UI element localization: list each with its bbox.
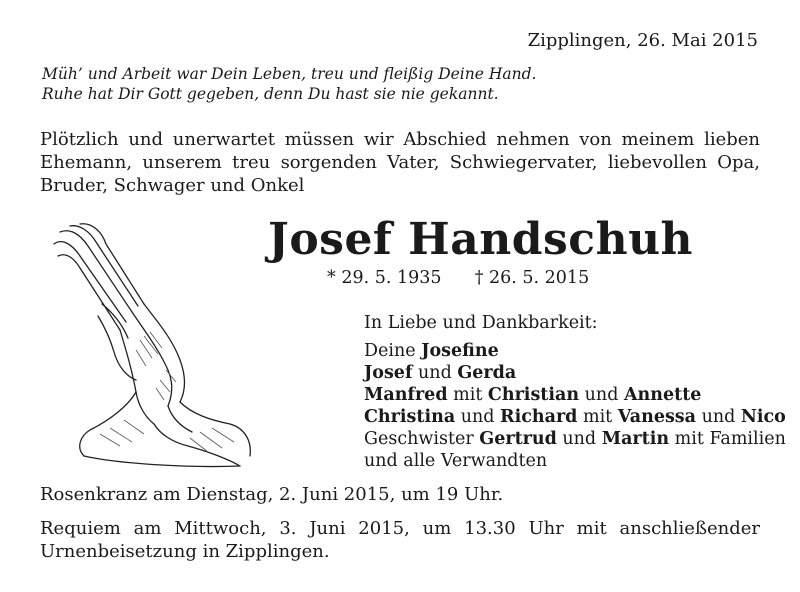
rosary-info: Rosenkranz am Dienstag, 2. Juni 2015, um 19 Uhr. [40, 484, 504, 505]
motto-line: Müh’ und Arbeit war Dein Leben, treu und fleißig Deine Hand. [42, 65, 537, 83]
mourner-line: Geschwister Gertrud und Martin mit Familien [364, 429, 786, 449]
born-symbol: * [327, 268, 336, 288]
mourners-heading: In Liebe und Dankbarkeit: [364, 313, 598, 333]
died-symbol: † [474, 268, 484, 288]
motto-line: Ruhe hat Dir Gott gegeben, denn Du hast sie nie gekannt. [42, 85, 499, 103]
died-date: 26. 5. 2015 [489, 268, 590, 288]
intro-text: Plötzlich und unerwartet müssen wir Abschied nehmen von meinem lieben Ehemann, unserem treu sorgenden Vater, Schwiegervater, liebevollen Opa, Bruder, Schwager und Onkel [40, 129, 760, 196]
mourner-line: Christina und Richard mit Vanessa und Nico [364, 407, 786, 427]
mourner-line: Manfred mit Christian und Annette [364, 385, 702, 405]
mourner-line: Deine Josefine [364, 341, 499, 361]
born-date: 29. 5. 1935 [341, 268, 442, 288]
requiem-info: Requiem am Mittwoch, 3. Juni 2015, um 13.30 Uhr mit anschließender Urnenbeisetzung in Zipplingen. [40, 518, 760, 562]
mourner-line: und alle Verwandten [364, 451, 548, 471]
praying-hands-icon [40, 220, 260, 470]
place-date: Zipplingen, 26. Mai 2015 [527, 30, 758, 51]
mourner-line: Josef und Gerda [364, 363, 517, 383]
life-dates [327, 268, 589, 288]
motto [42, 64, 536, 104]
mourners-list [364, 312, 786, 472]
deceased-name: Josef Handschuh [268, 214, 694, 265]
